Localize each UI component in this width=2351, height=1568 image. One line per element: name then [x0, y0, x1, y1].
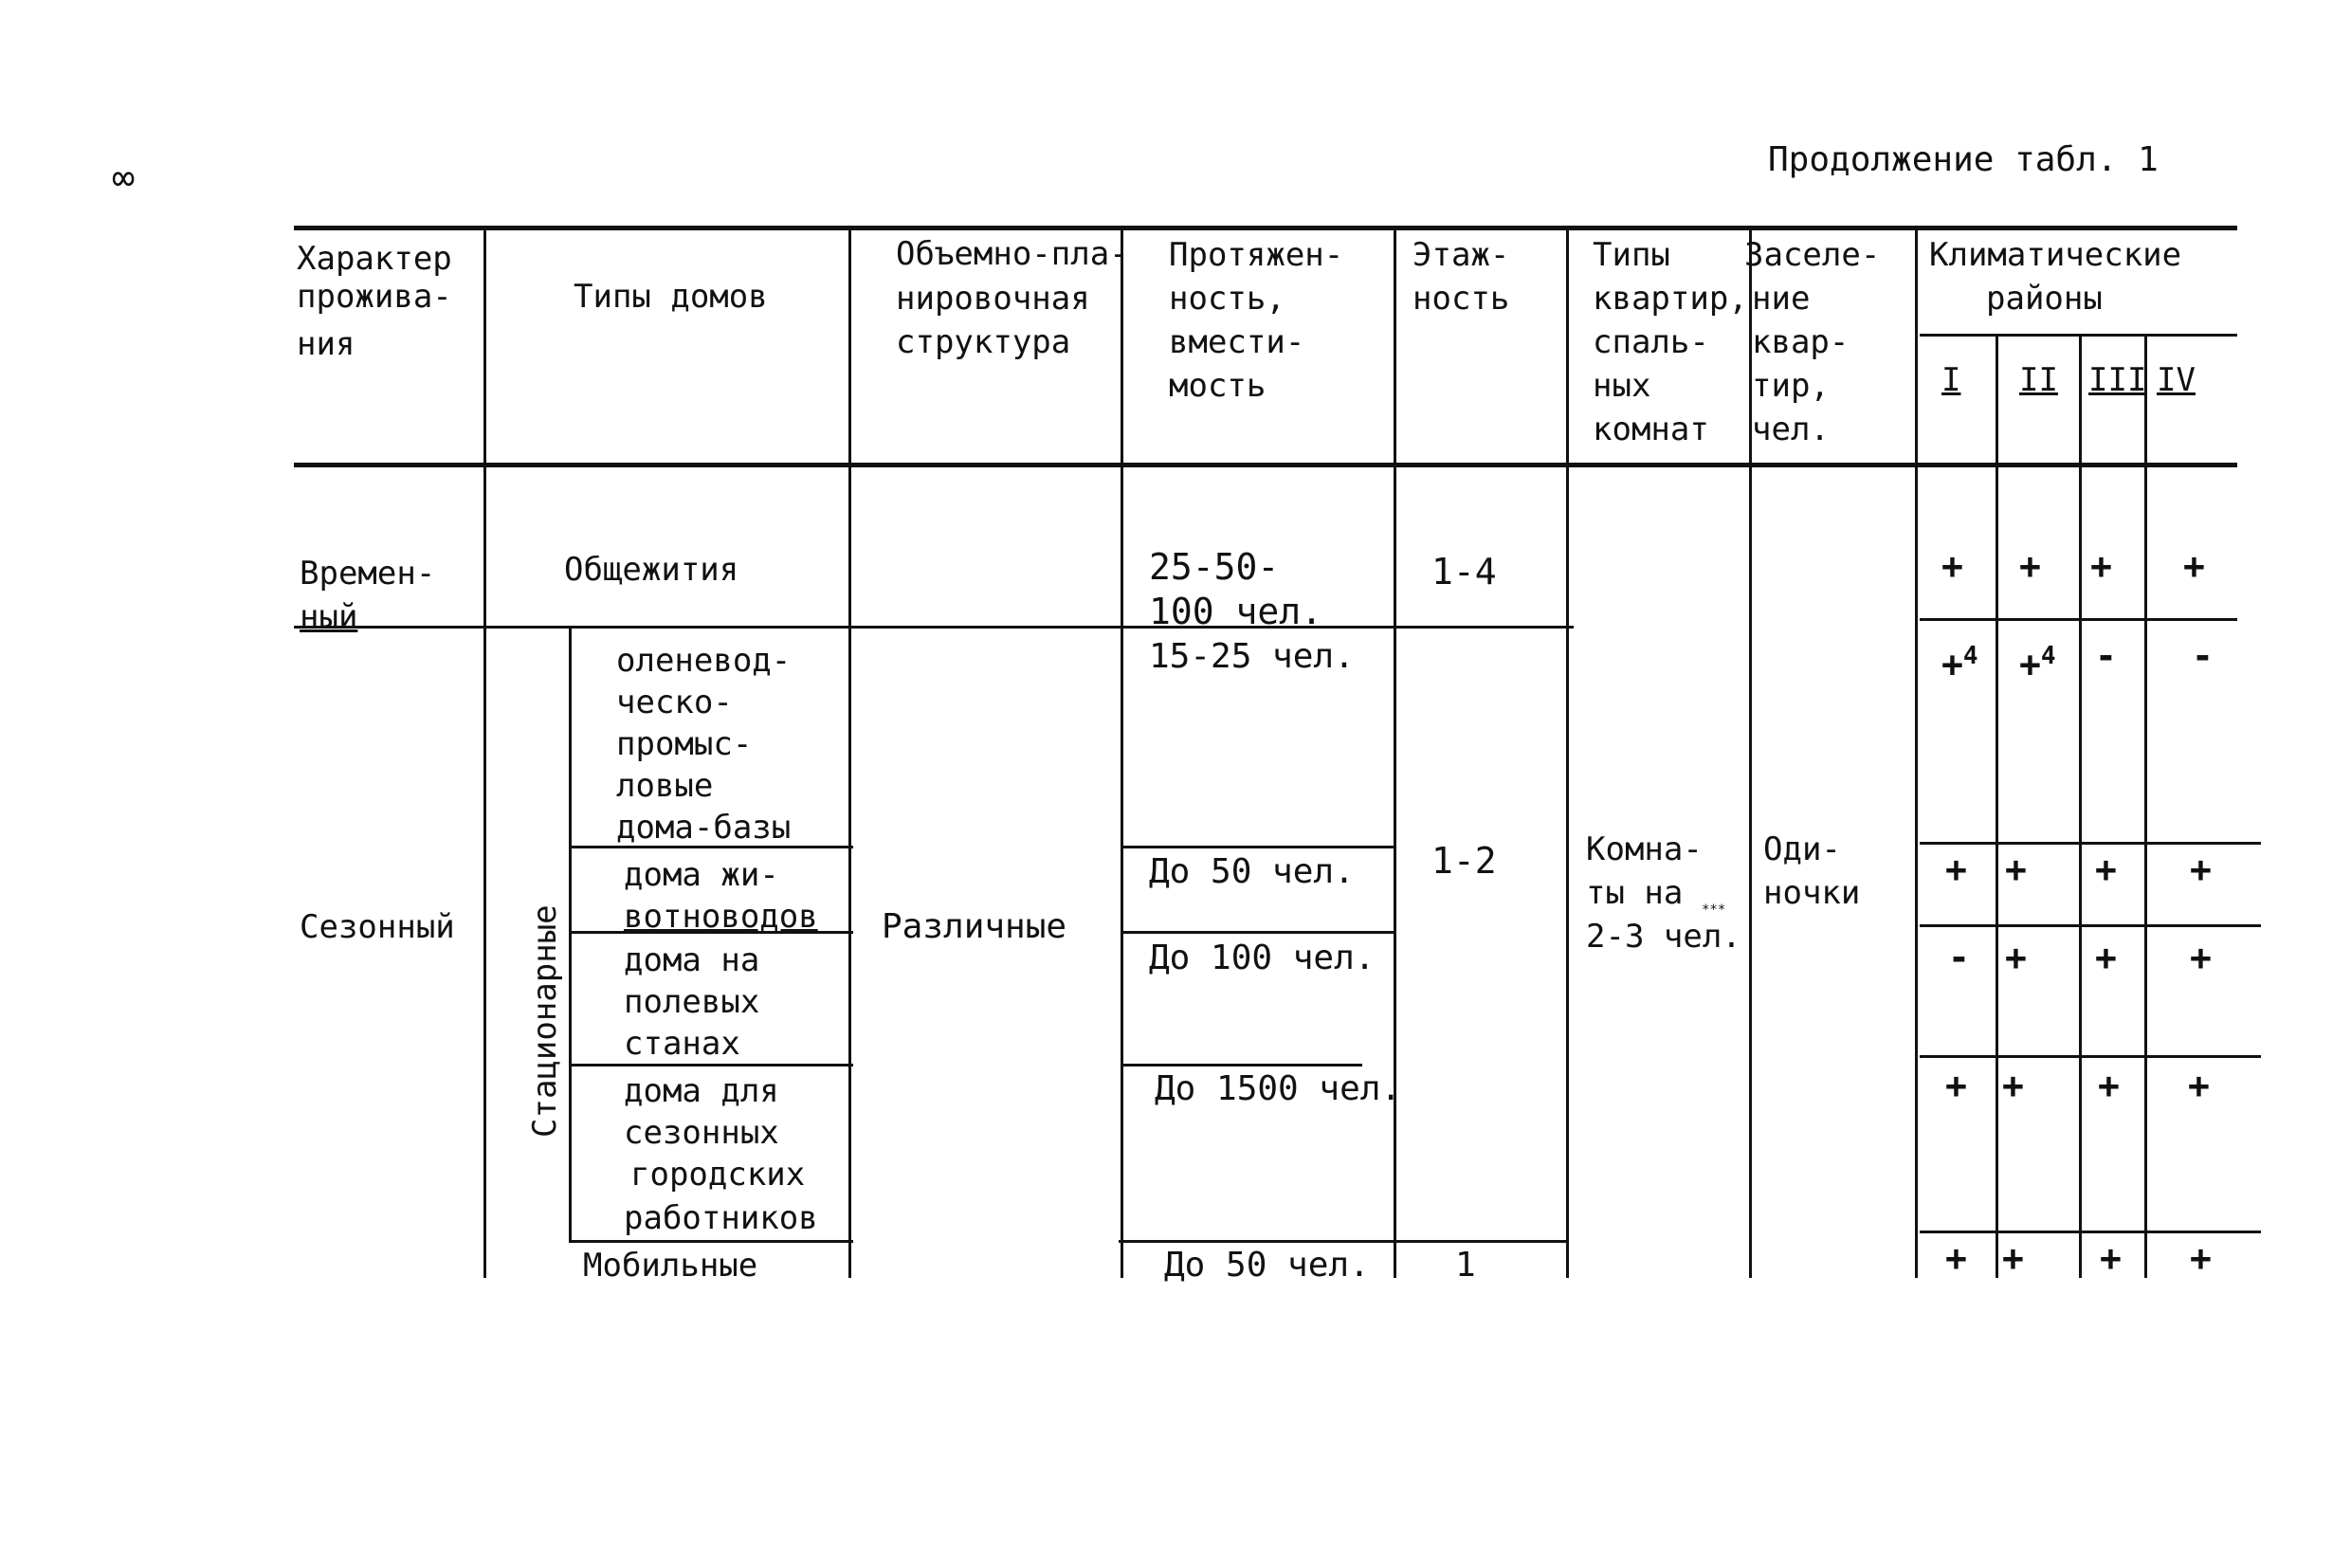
page-number: ∞ — [112, 156, 136, 200]
livestock-climate-3: + — [2095, 848, 2117, 890]
reindeer-type-2: ческо- — [616, 684, 733, 721]
field-type-3: станах — [624, 1025, 740, 1063]
reindeer-climate-1: +$^4$ — [1941, 642, 1978, 685]
temporary-character-2: ный — [300, 598, 358, 636]
header-occupancy-2: ние — [1752, 280, 1811, 318]
header-floors-1: Этаж- — [1412, 236, 1510, 274]
temporary-type: Общежития — [564, 551, 739, 589]
livestock-type-1: дома жи- — [624, 856, 779, 894]
temporary-climate-2: + — [2019, 545, 2041, 587]
field-climate-4: + — [2190, 937, 2212, 978]
mobile-climate-2: + — [2002, 1237, 2024, 1279]
floors-shared: 1-2 — [1431, 840, 1497, 882]
workers-climate-3: + — [2098, 1065, 2120, 1106]
reindeer-climate-2: +$^4$ — [2019, 642, 2056, 685]
header-structure-3: структура — [896, 323, 1071, 361]
stationary-label: Стационарные — [526, 904, 564, 1138]
field-type-2: полевых — [624, 983, 760, 1021]
livestock-climate-1: + — [1945, 848, 1967, 890]
header-length-2: ность, — [1169, 280, 1285, 318]
workers-capacity: До 1500 чел. — [1155, 1069, 1402, 1108]
temporary-floors: 1-4 — [1431, 551, 1497, 593]
mobile-climate-1: + — [1945, 1237, 1967, 1279]
header-length-1: Протяжен- — [1169, 236, 1344, 274]
header-climate-2: районы — [1986, 280, 2103, 318]
reindeer-climate-4: - — [2192, 635, 2214, 677]
header-length-4: мость — [1169, 367, 1267, 405]
header-occupancy-4: тир, — [1752, 367, 1830, 405]
header-apartments-5: комнат — [1593, 410, 1709, 448]
temporary-climate-4: + — [2183, 545, 2205, 587]
header-length-3: вмести- — [1169, 323, 1305, 361]
reindeer-capacity: 15-25 чел. — [1149, 637, 1355, 676]
reindeer-type-4: ловые — [616, 767, 714, 805]
temporary-character-1: Времен- — [300, 555, 436, 593]
reindeer-type-1: оленевод- — [616, 642, 792, 680]
occupancy-value-2: ночки — [1763, 874, 1861, 912]
header-occupancy-3: квар- — [1752, 323, 1850, 361]
header-house-types: Типы домов — [574, 278, 768, 316]
mobile-climate-4: + — [2190, 1237, 2212, 1279]
header-occupancy-5: чел. — [1752, 410, 1830, 448]
field-climate-1: - — [1948, 937, 1970, 978]
workers-type-4: работников — [624, 1199, 818, 1237]
workers-climate-1: + — [1945, 1065, 1967, 1106]
header-region-2: II — [2019, 361, 2058, 399]
workers-type-2: сезонных — [624, 1114, 779, 1152]
apartments-value-3: 2-3 чел. — [1586, 918, 1741, 956]
temporary-climate-3: + — [2090, 545, 2112, 587]
seasonal-character: Сезонный — [300, 908, 455, 946]
header-floors-2: ность — [1412, 280, 1510, 318]
header-region-3: III — [2088, 361, 2147, 399]
header-character-3: ния — [297, 325, 355, 363]
workers-type-1: дома для — [624, 1072, 779, 1110]
mobile-type: Мобильные — [583, 1247, 758, 1285]
reindeer-climate-3: - — [2095, 635, 2117, 677]
continuation-caption: Продолжение табл. 1 — [1768, 140, 2159, 179]
livestock-capacity: До 50 чел. — [1149, 852, 1355, 891]
field-climate-3: + — [2095, 937, 2117, 978]
workers-type-3: городских — [630, 1156, 806, 1194]
reindeer-type-3: промыс- — [616, 725, 753, 763]
apartments-value-2: ты на — [1586, 874, 1684, 912]
header-climate-1: Климатические — [1929, 236, 2182, 274]
field-capacity: До 100 чел. — [1149, 939, 1376, 977]
mobile-capacity: До 50 чел. — [1164, 1246, 1370, 1285]
temporary-climate-1: + — [1941, 545, 1963, 587]
header-apartments-2: квартир, — [1593, 280, 1748, 318]
temporary-capacity-1: 25-50- — [1149, 546, 1280, 588]
header-apartments-3: спаль- — [1593, 323, 1709, 361]
temporary-capacity-2: 100 чел. — [1149, 591, 1323, 632]
field-climate-2: + — [2005, 937, 2027, 978]
apartments-value-1: Комна- — [1586, 830, 1703, 868]
structure-value: Различные — [882, 907, 1067, 946]
header-region-1: I — [1941, 361, 1961, 399]
field-type-1: дома на — [624, 941, 760, 979]
occupancy-value-1: Оди- — [1763, 830, 1841, 868]
header-character-1: Характер — [297, 240, 452, 278]
header-apartments-4: ных — [1593, 367, 1651, 405]
workers-climate-4: + — [2188, 1065, 2210, 1106]
header-apartments-1: Типы — [1593, 236, 1670, 274]
header-structure-1: Объемно-пла- — [896, 235, 1129, 273]
reindeer-type-5: дома-базы — [616, 809, 792, 847]
header-occupancy-1: Заселе- — [1744, 236, 1881, 274]
header-structure-2: нировочная — [896, 280, 1090, 318]
apartments-footnote-mark: *** — [1702, 903, 1726, 918]
mobile-floors: 1 — [1455, 1246, 1476, 1285]
livestock-climate-4: + — [2190, 848, 2212, 890]
livestock-climate-2: + — [2005, 848, 2027, 890]
mobile-climate-3: + — [2100, 1237, 2122, 1279]
header-region-4: IV — [2157, 361, 2196, 399]
livestock-type-2: вотноводов — [624, 898, 818, 936]
workers-climate-2: + — [2002, 1065, 2024, 1106]
header-character-2: прожива- — [297, 278, 452, 316]
